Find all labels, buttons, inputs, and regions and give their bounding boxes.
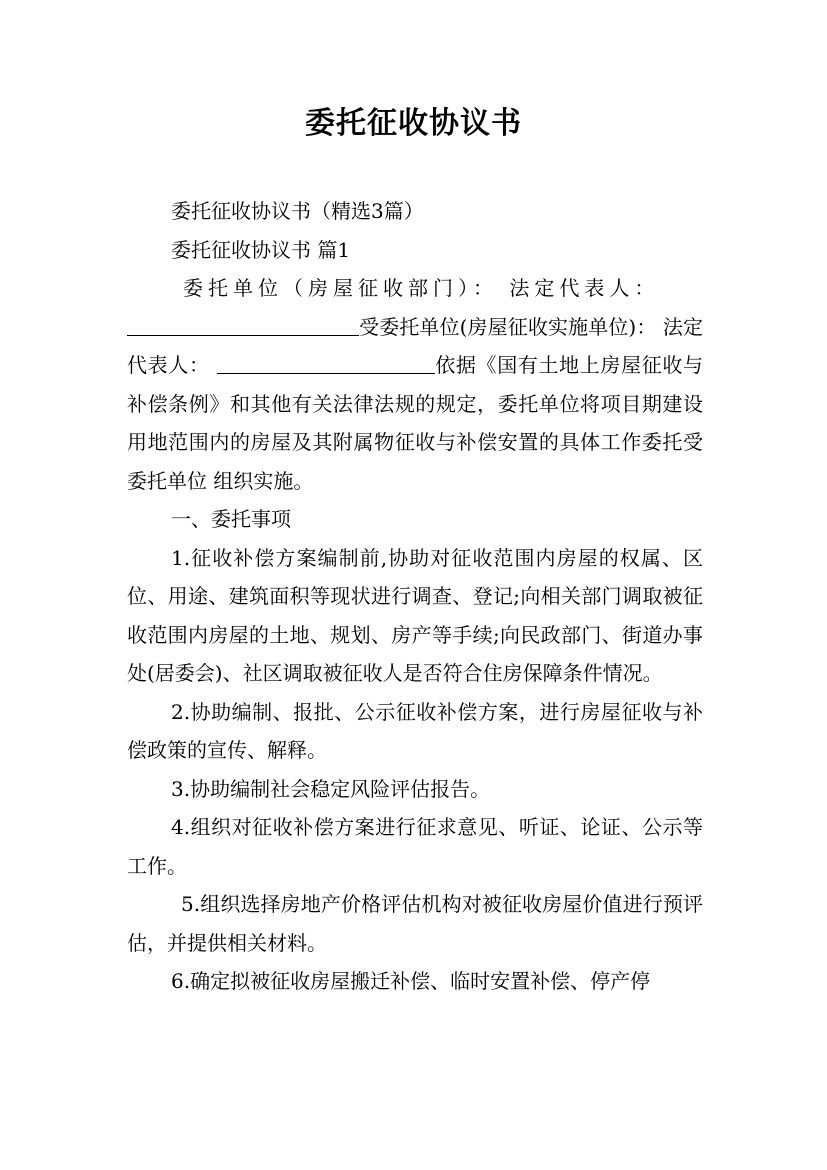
signature-blank-line — [127, 313, 359, 336]
legal-rep-blank-line — [217, 351, 435, 374]
entrusted-paragraph — [127, 308, 703, 501]
list-item: 4.组织对征收补偿方案进行征求意见、听证、论证、公示等工作。 — [127, 815, 703, 878]
basis-text: 依据《国有土地上房屋征收与补偿条例》和其他有关法律法规的规定，委托单位将项目期建设用地范围内的房屋及其附属物征收与补偿安置的具体工作委托受委托单位 组织实施。 — [127, 353, 704, 493]
party-line: 委托单位（房屋征收部门）： 法定代表人： — [183, 276, 660, 300]
section-heading: 委托征收协议书 篇1 — [171, 237, 351, 262]
list-item: 5.组织选择房地产价格评估机构对被征收房屋价值进行预评估，并提供相关材料。 — [127, 892, 703, 955]
list-item: 6.确定拟被征收房屋搬迁补偿、临时安置补偿、停产停 — [171, 969, 651, 993]
legal-rep-label: 法定代表人： — [127, 314, 704, 377]
list-item: 2.协助编制、报批、公示征收补偿方案，进行房屋征收与补偿政策的宣传、解释。 — [127, 699, 703, 762]
document-body — [127, 192, 703, 1001]
list-item: 1.征收补偿方案编制前,协助对征收范围内房屋的权属、区位、用途、建筑面积等现状进行调查、登记;向相关部门调取被征收范围内房屋的土地、规划、房产等手续;向民政部门、街道办事处(居委会)、社区调取被征收人是否符合住房保障条件情况。 — [127, 545, 703, 685]
document-title: 委托征收协议书 — [305, 106, 522, 141]
item-heading: 一、委托事项 — [171, 507, 291, 531]
list-item: 3.协助编制社会稳定风险评估报告。 — [171, 776, 491, 801]
entrusted-label: 受委托单位(房屋征收实施单位)： — [359, 314, 657, 339]
subtitle-paragraph: 委托征收协议书（精选3篇） — [171, 199, 424, 223]
